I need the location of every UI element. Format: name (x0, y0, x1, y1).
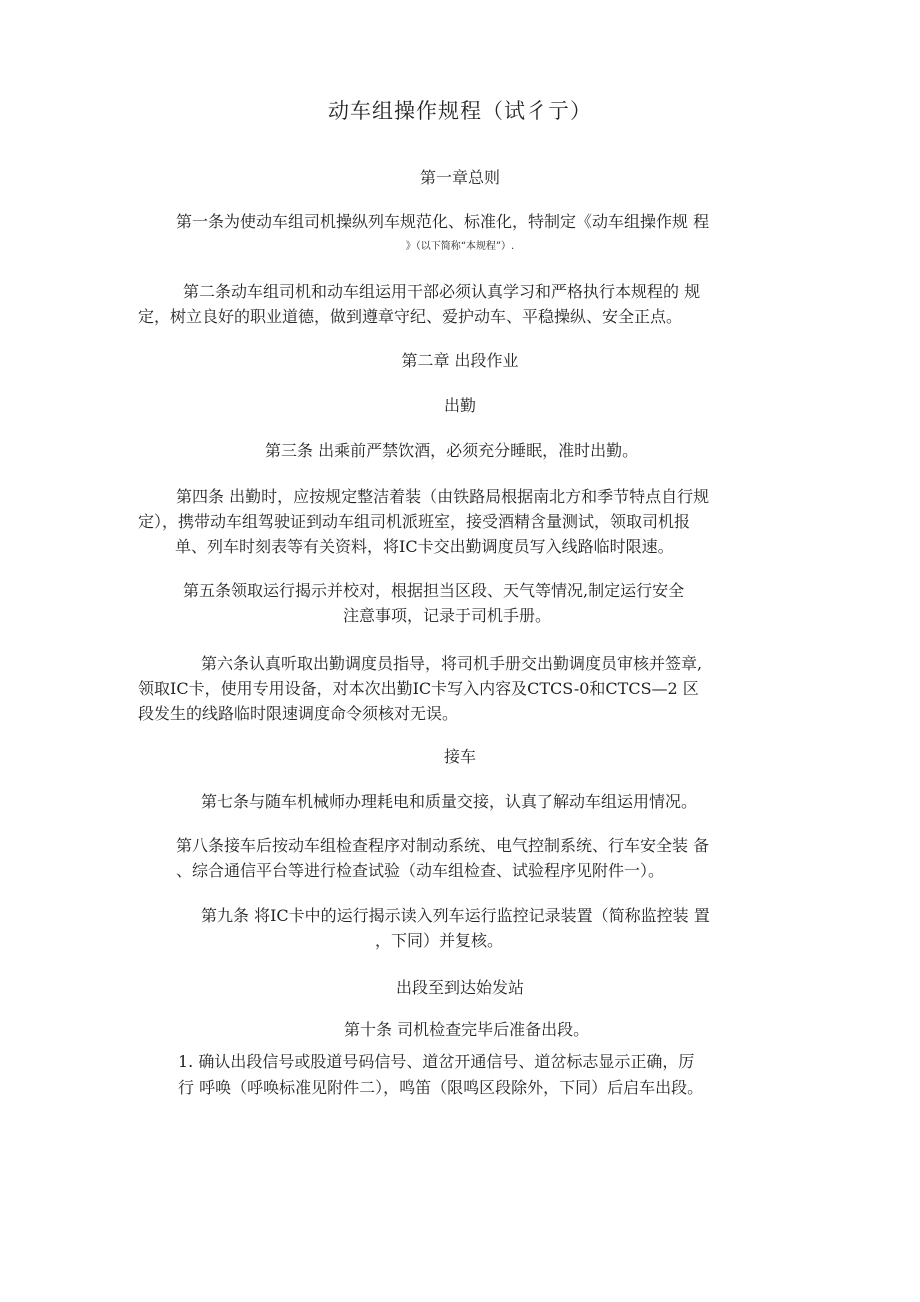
article-3-line: 第三条 出乘前严禁饮酒，必须充分睡眠，准时出勤。 (265, 441, 639, 460)
article-2-line-2: 定，树立良好的职业道德，做到遵章守纪、爱护动车、平稳操纵、安全正点。 (138, 307, 683, 326)
article-6-line-3: 段发生的线路临时限速调度命令须核对无误。 (138, 704, 459, 723)
article-4-line-3: 单、列车时刻表等有关资料，将IC卡交出勤调度员写入线路临时限速。 (175, 537, 674, 556)
article-1-line-2: 》（以下简称“本规程”）. (405, 241, 515, 252)
article-8-line-1: 第八条接车后按动车组检查程序对制动系统、电气控制系统、行车安全装 备 (176, 836, 710, 855)
article-4-line-1: 第四条 出勤时，应按规定整洁着装（由铁路局根据南北方和季节特点自行规 (176, 487, 710, 506)
article-5-line-2: 注意事项，记录于司机手册。 (343, 606, 552, 625)
chapter-2-heading: 第二章 出段作业 (401, 351, 519, 370)
article-9-line-2: ，下同）并复核。 (375, 931, 504, 950)
article-2-line-1: 第二条动车组司机和动车组运用干部必须认真学习和严格执行本规程的 规 (183, 282, 701, 301)
chapter-1-heading: 第一章总则 (419, 168, 500, 187)
article-10-line: 第十条 司机检查完毕后准备出段。 (344, 1020, 590, 1039)
article-5-line-1: 第五条领取运行揭示并校对，根据担当区段、天气等情况,制定运行安全 (183, 581, 685, 600)
section-pickup-heading: 接车 (443, 747, 476, 766)
article-1-line-1: 第一条为使动车组司机操纵列车规范化、标准化，特制定《动车组操作规 程 (176, 212, 710, 231)
article-8-line-2: 、综合通信平台等进行检查试验（动车组检查、试验程序见附件一）。 (176, 861, 665, 880)
item-1-line-2: 行 呼唤（呼唤标准见附件二），鸣笛（限鸣区段除外，下同）后启车出段。 (178, 1078, 704, 1097)
article-7-line: 第七条与随车机械师办理耗电和质量交接，认真了解动车组运用情况。 (201, 792, 698, 811)
article-6-line-1: 第六条认真听取出勤调度员指导，将司机手册交出勤调度员审核并签章, (201, 654, 703, 673)
article-6-line-2: 领取IC卡，使用专用设备，对本次出勤IC卡写入内容及CTCS-0和CTCS—2 区 (138, 679, 699, 698)
section-attend-heading: 出勤 (443, 396, 476, 415)
article-4-line-2: 定），携带动车组驾驶证到动车组司机派班室，接受酒精含量测试，领取司机报 (138, 512, 691, 531)
item-1-line-1: 1. 确认出段信号或股道号码信号、道岔开通信号、道岔标志显示正确，厉 (178, 1052, 695, 1071)
document-title: 动车组操作规程（试彳亍） (328, 99, 592, 123)
section-depart-heading: 出段至到达始发站 (395, 978, 524, 997)
article-9-line-1: 第九条 将IC卡中的运行揭示读入列车运行监控记录装置（简称监控装 置 (201, 906, 710, 925)
